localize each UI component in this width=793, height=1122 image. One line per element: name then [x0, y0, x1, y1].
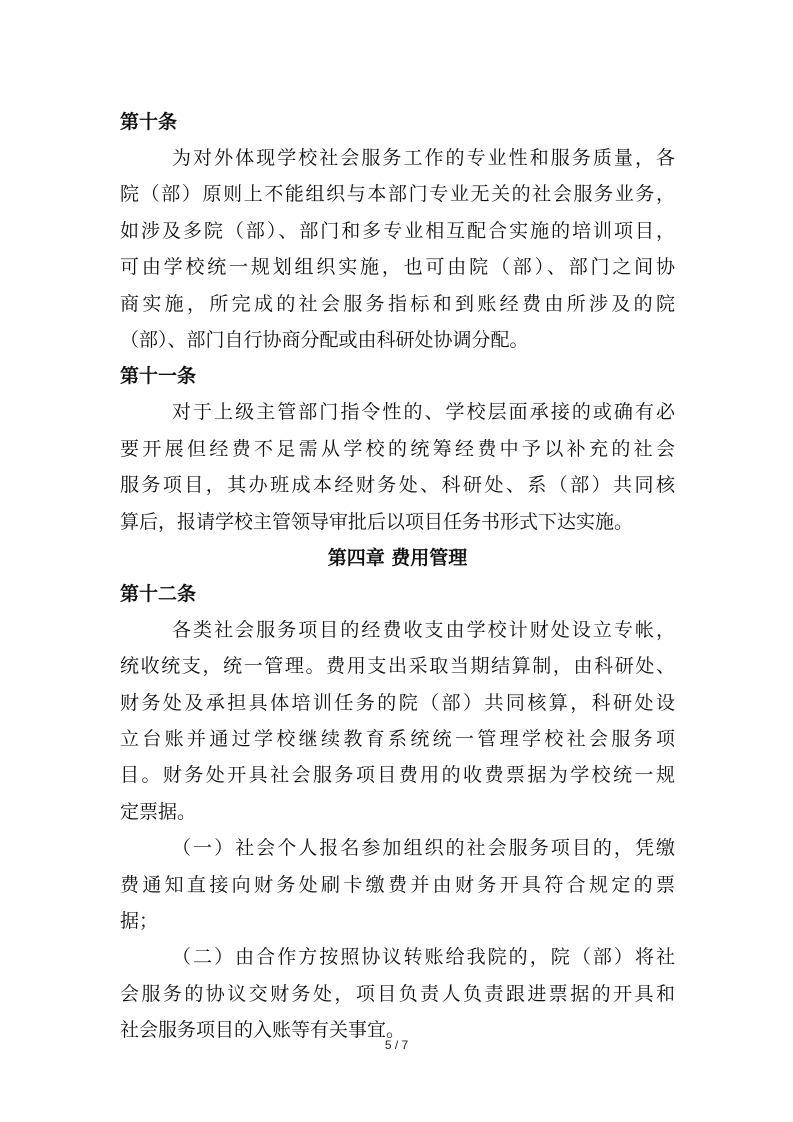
text-line: 社会服务项目的入账等有关事宜。 [120, 1019, 406, 1042]
article-10-paragraph [120, 140, 675, 358]
text-line: （二）由合作方按照协议转账给我院的，院（部）将社 [172, 946, 675, 969]
text-line: 据； [120, 910, 159, 933]
text-line: 对于上级主管部门指令性的、学校层面承接的或确有必 [172, 401, 675, 424]
article-12-title: 第十二条 [120, 582, 197, 605]
text-line: 可由学校统一规划组织实施，也可由院（部）、部门之间协 [120, 256, 675, 279]
page-number: 5 / 7 [384, 1038, 409, 1052]
text-line: 财务处及承担具体培训任务的院（部）共同核算，科研处设 [120, 691, 675, 714]
text-line: （一）社会个人报名参加组织的社会服务项目的，凭缴 [172, 837, 675, 860]
text-line: 目。财务处开具社会服务项目费用的收费票据为学校统一规 [120, 764, 675, 787]
text-line: （部）、部门自行协商分配或由科研处协调分配。 [120, 328, 529, 351]
text-line: 各类社会服务项目的经费收支由学校计财处设立专帐， [172, 618, 675, 641]
text-line: 院（部）原则上不能组织与本部门专业无关的社会服务业务， [120, 183, 675, 206]
document-body [120, 104, 675, 1049]
text-line: 要开展但经费不足需从学校的统筹经费中予以补充的社会 [120, 437, 675, 460]
article-12-item-2 [120, 939, 675, 1048]
text-line: 为对外体现学校社会服务工作的专业性和服务质量，各 [172, 147, 675, 169]
article-11-paragraph [120, 394, 675, 540]
article-10-title: 第十条 [120, 111, 178, 133]
text-line: 定票据。 [120, 800, 197, 823]
text-line: 立台账并通过学校继续教育系统统一管理学校社会服务项 [120, 728, 675, 751]
text-line: 统收统支，统一管理。费用支出采取当期结算制，由科研处、 [120, 655, 675, 678]
text-line: 算后，报请学校主管领导审批后以项目任务书形式下达实施。 [120, 510, 634, 533]
text-line: 会服务的协议交财务处，项目负责人负责跟进票据的开具和 [120, 982, 675, 1005]
text-line: 如涉及多院（部）、部门和多专业相互配合实施的培训项目， [120, 219, 675, 242]
text-line: 费通知直接向财务处刷卡缴费并由财务开具符合规定的票 [120, 873, 675, 896]
article-12-item-1 [120, 830, 675, 939]
text-line: 商实施，所完成的社会服务指标和到账经费由所涉及的院 [120, 292, 675, 315]
chapter-4-title: 第四章 费用管理 [327, 546, 468, 569]
text-line: 服务项目，其办班成本经财务处、科研处、系（部）共同核 [120, 474, 675, 497]
article-12-paragraph [120, 612, 675, 830]
article-11-title: 第十一条 [120, 365, 197, 388]
